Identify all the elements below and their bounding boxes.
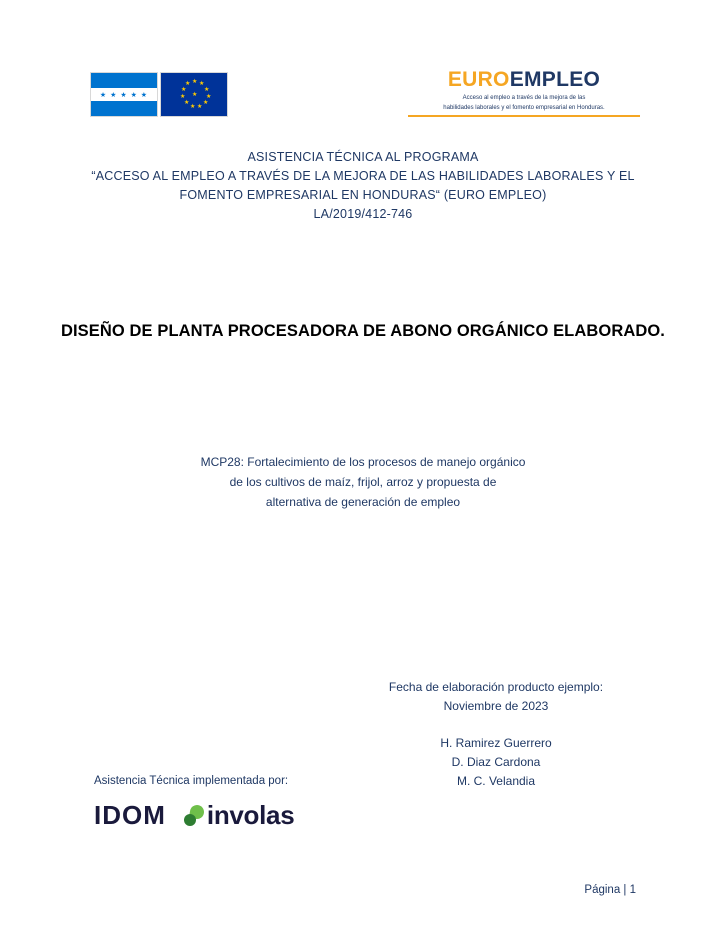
euroempleo-wordmark: [404, 68, 644, 92]
document-subtitle-line-2: de los cultivos de maíz, frijol, arroz y propuesta de: [229, 475, 497, 489]
idom-logo: IDOM: [94, 800, 166, 830]
program-title-line-3: FOMENTO EMPRESARIAL EN HONDURAS“ (EURO EMPLEO): [179, 188, 547, 202]
involas-wordmark: involas: [206, 800, 295, 830]
flag-band-top: [91, 73, 157, 88]
program-title-line-2: “ACCESO AL EMPLEO A TRAVÉS DE LA MEJORA DE LAS HABILIDADES LABORALES Y EL: [91, 169, 635, 183]
author-name: M. C. Velandia: [456, 774, 536, 788]
flags-group: [90, 72, 228, 117]
page-number-footer: Página | 1: [584, 884, 636, 896]
header-logos: [0, 68, 726, 124]
program-title-block: [63, 148, 663, 224]
euroempleo-wordmark-euro: EURO: [447, 68, 510, 91]
leaf-icon: [184, 805, 204, 827]
authors-list: [346, 734, 646, 791]
european-union-flag-icon: [160, 72, 228, 117]
honduras-flag-icon: [90, 72, 158, 117]
author-name: D. Diaz Cardona: [451, 755, 541, 769]
euroempleo-logo: [404, 68, 644, 117]
document-subtitle: [113, 452, 613, 512]
author-name: H. Ramirez Guerrero: [440, 736, 552, 750]
program-reference-number: LA/2019/412-746: [313, 207, 413, 221]
involas-logo: [184, 800, 295, 831]
eu-stars: ★ ★ ★ ★ ★ ★ ★ ★ ★ ★ ★ ★: [180, 78, 212, 110]
flag-stars: ★ ★ ★ ★ ★: [99, 92, 149, 99]
document-subtitle-line-3: alternativa de generación de empleo: [265, 495, 461, 509]
document-subtitle-line-1: MCP28: Fortalecimiento de los procesos de manejo orgánico: [200, 455, 526, 469]
euroempleo-wordmark-empleo: EMPLEO: [509, 68, 601, 91]
euroempleo-tagline-line1: Acceso al empleo a través de la mejora de las: [462, 95, 586, 101]
program-title-line-1: ASISTENCIA TÉCNICA AL PROGRAMA: [247, 150, 479, 164]
euroempleo-rule: [408, 115, 640, 117]
implementers-label: Asistencia Técnica implementada por:: [94, 775, 289, 787]
page-title: DISEÑO DE PLANTA PROCESADORA DE ABONO ORGÁNICO ELABORADO.: [60, 322, 665, 340]
euroempleo-tagline-line2: habilidades laborales y el fomento empresarial en Honduras.: [443, 105, 605, 111]
implementers-logos: [94, 800, 294, 831]
flag-band-bottom: [91, 101, 157, 116]
elaboration-date-label: Fecha de elaboración producto ejemplo:: [388, 680, 604, 694]
elaboration-date-block: [326, 678, 666, 716]
elaboration-date-value: Noviembre de 2023: [443, 699, 549, 713]
